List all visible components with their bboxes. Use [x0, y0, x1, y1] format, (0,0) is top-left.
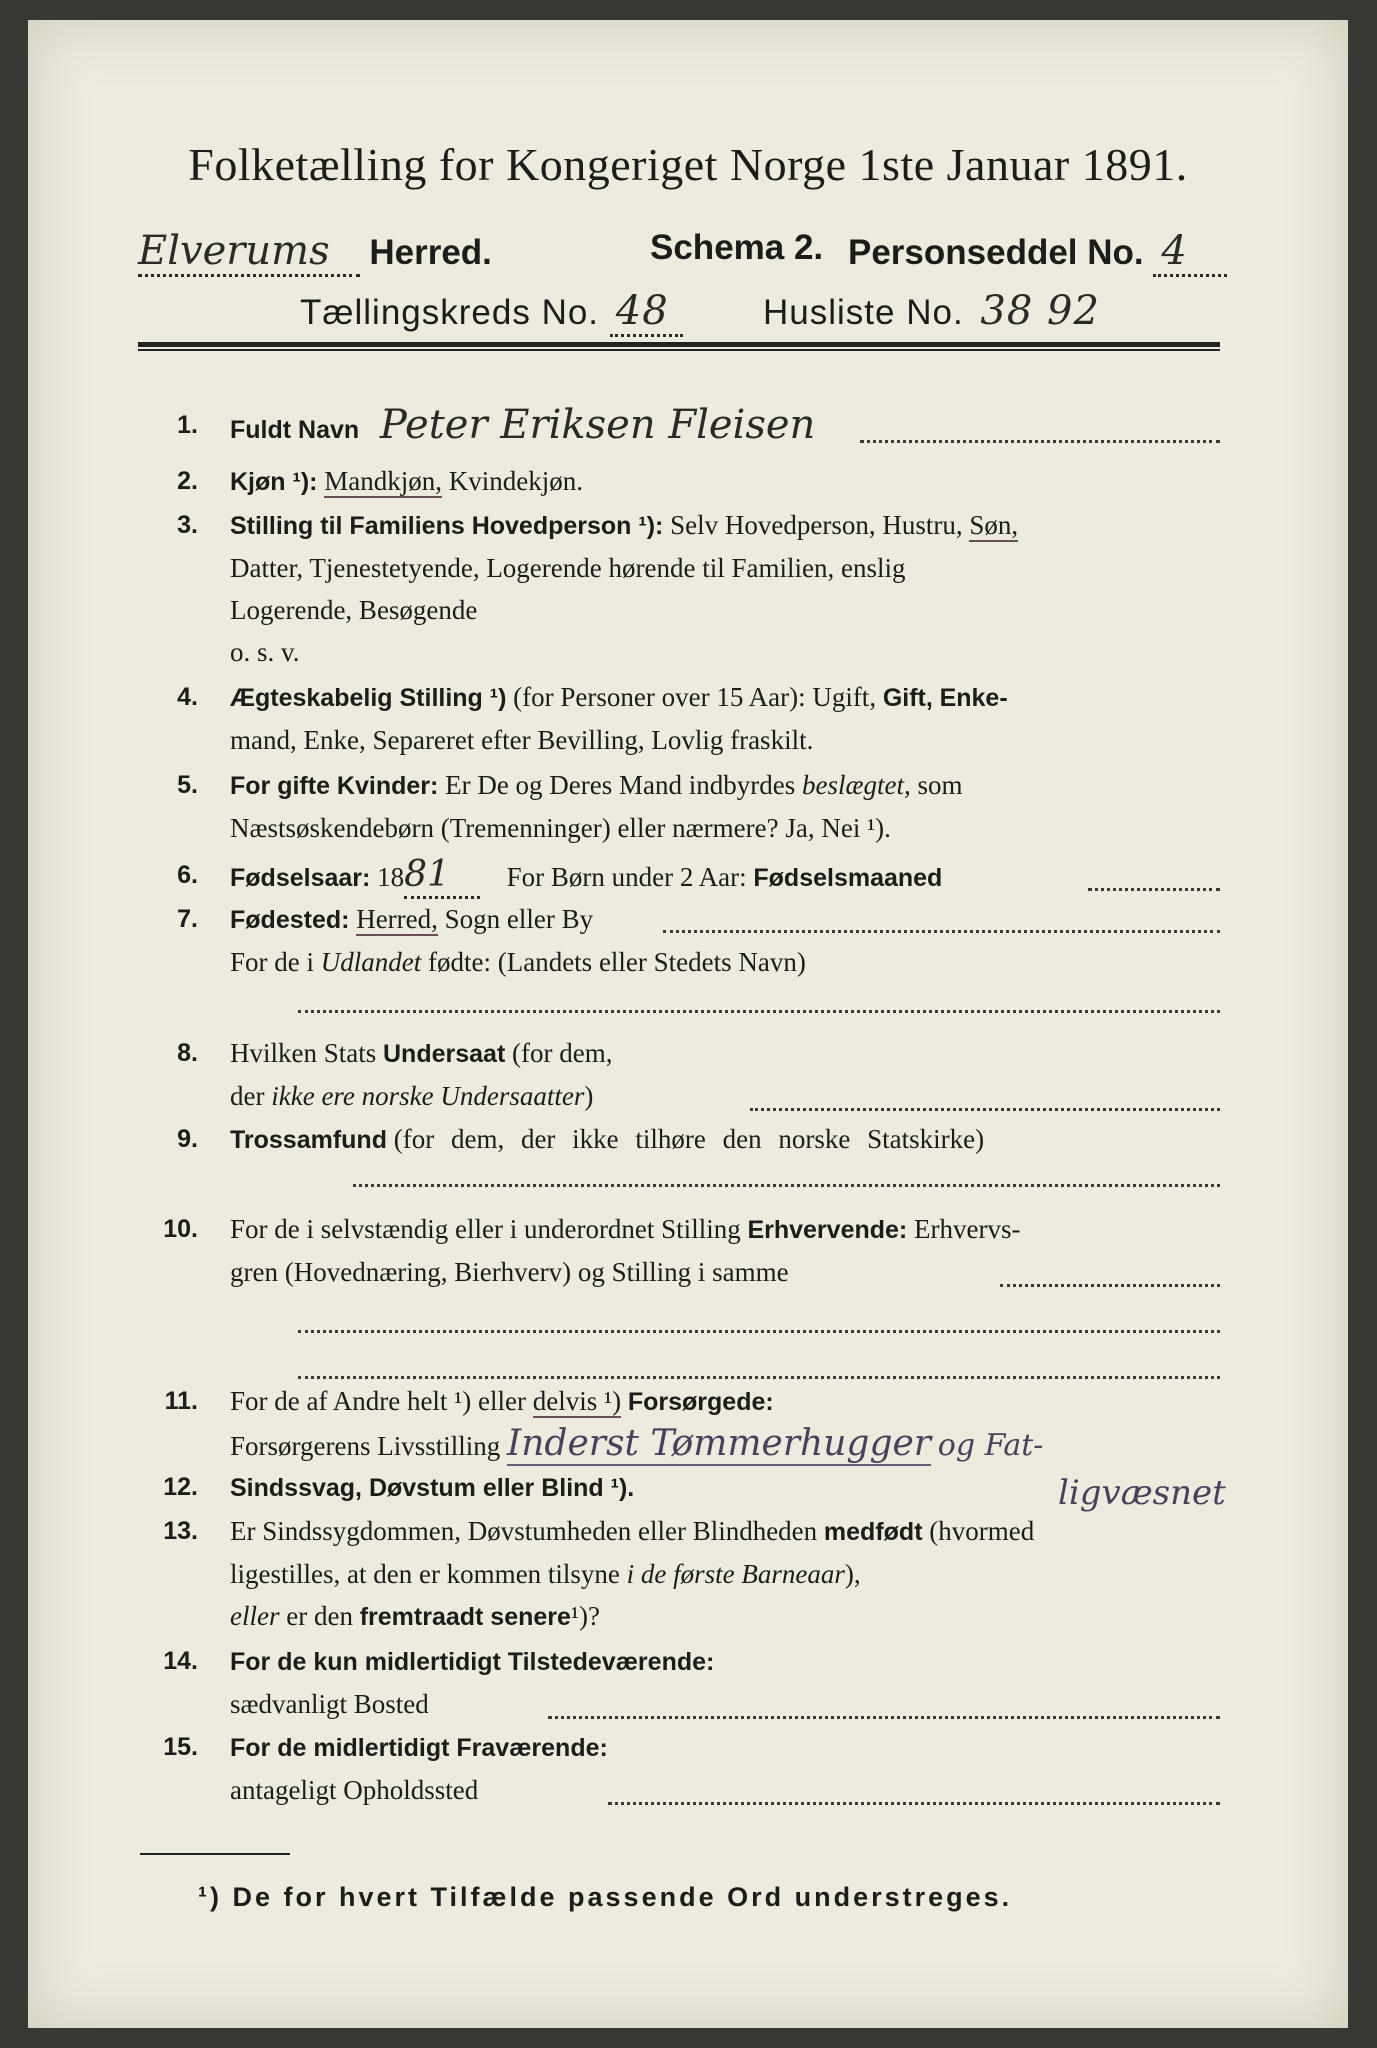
congenital-or: eller: [230, 1601, 280, 1631]
congenital-label: medfødt: [823, 1518, 923, 1546]
item-1-text: [230, 404, 1220, 451]
occupation-label: Erhvervende:: [747, 1216, 908, 1244]
occupation-question: For de i selvstændig eller i underordnet Stilling: [230, 1214, 741, 1244]
family-position-label: Stilling til Familiens Hovedperson ¹):: [230, 512, 664, 540]
abroad-question: fødte: (Landets eller Stedets Navn): [428, 947, 806, 977]
birth-year-label: Fødselsaar:: [230, 864, 371, 892]
congenital-footmark: ¹)?: [570, 1601, 600, 1631]
disability-label: Sindssvag, Døvstum eller Blind ¹).: [230, 1474, 635, 1502]
form-title: Folketælling for Kongeriget Norge 1ste Januar 1891.: [188, 139, 1188, 190]
item-14-text: [230, 1640, 1220, 1725]
abroad-word: Udlandet: [320, 947, 422, 977]
herred-line: [138, 228, 492, 277]
dotted-fill: [750, 1108, 1220, 1111]
marital-status-options: (for Personer over 15 Aar): Ugift,: [513, 682, 877, 712]
footnote-rule: [140, 1853, 290, 1855]
married-women-question-2: Næstsøskendebørn (Tremenninger) eller nærmere? Ja, Nei ¹).: [230, 813, 891, 843]
item-7-text: [230, 898, 1220, 983]
married-women-related: beslægtet,: [802, 770, 911, 800]
supported-label: Forsørgede:: [627, 1388, 774, 1416]
item-number: 10.: [163, 1215, 198, 1243]
provider-occupation-answer: Inderst Tømmerhugger: [507, 1423, 932, 1464]
gender-option-male: Mandkjøn,: [324, 466, 442, 496]
family-position-options-2: Datter, Tjenestetyende, Logerende hørende til Familien, enslig: [230, 553, 906, 583]
dotted-fill: [1088, 888, 1220, 891]
item-12-text: [230, 1466, 1220, 1509]
item-2-text: [230, 460, 1220, 503]
occupation-question-2: gren (Hovednæring, Bierhverv) og Stilling i samme: [230, 1257, 789, 1287]
dotted-fill: [1000, 1284, 1220, 1287]
census-form-sheet: [28, 20, 1348, 2028]
marital-status-married: Gift,: [882, 684, 933, 712]
dotted-fill: [663, 930, 1220, 933]
item-number: 9.: [177, 1125, 198, 1153]
family-position-son: Søn,: [969, 510, 1019, 540]
married-women-question: Er De og Deres Mand indbyrdes: [445, 770, 796, 800]
item-number: 13.: [163, 1517, 198, 1545]
dotted-fill: [298, 1376, 1220, 1379]
citizenship-prefix: Hvilken Stats: [230, 1038, 377, 1068]
dotted-fill: [298, 1330, 1220, 1333]
citizenship-der: der: [230, 1081, 265, 1111]
congenital-question: Er Sindssygdommen, Døvstumheden eller Blindheden: [230, 1516, 818, 1546]
item-number: 4.: [177, 683, 198, 711]
congenital-childhood: i de første Barneaar: [626, 1559, 845, 1589]
provider-occupation-answer-3: ligvæsnet: [1058, 1473, 1226, 1513]
personseddel-label: Personseddel No.: [848, 233, 1144, 272]
item-number: 15.: [163, 1733, 198, 1761]
birth-month-question: For Børn under 2 Aar:: [506, 862, 747, 892]
item-number: 3.: [177, 511, 198, 539]
citizenship-label: Undersaat: [383, 1040, 506, 1068]
kreds-label: Tællingskreds No.: [300, 293, 600, 332]
family-position-etc: o. s. v.: [230, 637, 300, 667]
provider-occupation-label: Forsørgerens Livsstilling: [230, 1431, 501, 1461]
schema-label: Schema 2.: [650, 228, 824, 267]
dotted-fill: [860, 440, 1220, 443]
abroad-prefix: For de i: [230, 947, 314, 977]
marital-status-widower: Enke-: [939, 684, 1008, 712]
birthplace-herred: Herred,: [356, 904, 438, 934]
header-rule-thick: [138, 342, 1220, 347]
item-9-text: [230, 1118, 1220, 1161]
religion-question: (for dem, der ikke tilhøre den norske Statskirke): [393, 1124, 985, 1154]
supported-partially: delvis ¹): [532, 1386, 622, 1416]
item-number: 14.: [163, 1647, 198, 1675]
item-number: 8.: [177, 1039, 198, 1067]
probable-location-label: antageligt Opholdssted: [230, 1775, 479, 1805]
herred-label: Herred.: [369, 233, 492, 272]
dotted-fill: [608, 1802, 1220, 1805]
temporary-absent-label: For de midlertidigt Fraværende:: [230, 1734, 608, 1762]
item-8-text: [230, 1032, 1220, 1117]
item-10-text: [230, 1208, 1220, 1293]
family-position-options: Selv Hovedperson, Hustru,: [670, 510, 963, 540]
gender-option-female: Kvindekjøn.: [448, 466, 583, 496]
married-women-as: som: [917, 770, 963, 800]
birth-year-answer: 81: [404, 854, 480, 899]
husliste-line: [763, 288, 1100, 334]
item-5-text: [230, 764, 1220, 849]
marital-status-options-2: mand, Enke, Separeret efter Bevilling, Lovlig fraskilt.: [230, 725, 814, 755]
item-4-text: [230, 676, 1220, 761]
personseddel-line: [848, 228, 1227, 277]
full-name-answer: Peter Eriksen Fleisen: [379, 402, 816, 448]
citizenship-non-norwegian: ikke ere norske Undersaatter: [271, 1081, 585, 1111]
religion-label: Trossamfund: [230, 1126, 387, 1154]
birth-month-label: Fødselsmaaned: [753, 864, 943, 892]
congenital-later: fremtraadt senere: [359, 1603, 571, 1631]
married-women-label: For gifte Kvinder:: [230, 772, 439, 800]
gender-label: Kjøn ¹):: [230, 468, 318, 496]
kreds-line: [300, 288, 683, 337]
kreds-no: 48: [610, 288, 683, 337]
item-number: 11.: [164, 1387, 198, 1415]
item-15-text: [230, 1726, 1220, 1811]
congenital-hvormed: (hvormed: [929, 1516, 1035, 1546]
dotted-fill: [298, 1010, 1220, 1013]
item-number: 6.: [177, 861, 198, 889]
item-number: 7.: [177, 905, 198, 933]
personseddel-no: 4: [1153, 228, 1226, 277]
item-number: 5.: [177, 771, 198, 799]
item-11-text: [230, 1380, 1220, 1467]
citizenship-for: (for dem,: [512, 1038, 613, 1068]
item-number: 1.: [177, 411, 198, 439]
congenital-er-den: er den: [286, 1601, 353, 1631]
item-6-text: [230, 854, 1220, 899]
temporary-present-label: For de kun midlertidigt Tilstedeværende:: [230, 1648, 715, 1676]
item-number: 12.: [163, 1473, 198, 1501]
item-number: 2.: [177, 467, 198, 495]
congenital-paren: ),: [844, 1559, 861, 1589]
birthplace-options: Sogn eller By: [444, 904, 594, 934]
herred-name: Elverums: [138, 228, 360, 277]
citizenship-paren: ): [584, 1081, 594, 1111]
marital-status-label: Ægteskabelig Stilling ¹): [230, 684, 507, 712]
form-content: [28, 20, 1348, 2028]
congenital-question-2: ligestilles, at den er kommen tilsyne: [230, 1559, 620, 1589]
item-3-text: [230, 504, 1220, 673]
husliste-no: 38 92: [980, 288, 1100, 334]
occupation-branch: Erhvervs-: [914, 1214, 1021, 1244]
header-rule-thin: [138, 349, 1220, 351]
full-name-label: Fuldt Navn: [230, 416, 360, 444]
provider-occupation-answer-2: og Fat-: [937, 1428, 1044, 1463]
birthplace-label: Fødested:: [230, 906, 350, 934]
item-13-text: [230, 1510, 1220, 1638]
footnote: ¹) De for hvert Tilfælde passende Ord understreges.: [198, 1882, 1013, 1912]
usual-residence-label: sædvanligt Bosted: [230, 1689, 429, 1719]
dotted-fill: [353, 1184, 1220, 1187]
supported-question: For de af Andre helt ¹) eller: [230, 1386, 526, 1416]
family-position-options-3: Logerende, Besøgende: [230, 595, 478, 625]
dotted-fill: [548, 1716, 1220, 1719]
birth-year-prefix: 18: [377, 862, 405, 892]
husliste-label: Husliste No.: [763, 293, 964, 332]
